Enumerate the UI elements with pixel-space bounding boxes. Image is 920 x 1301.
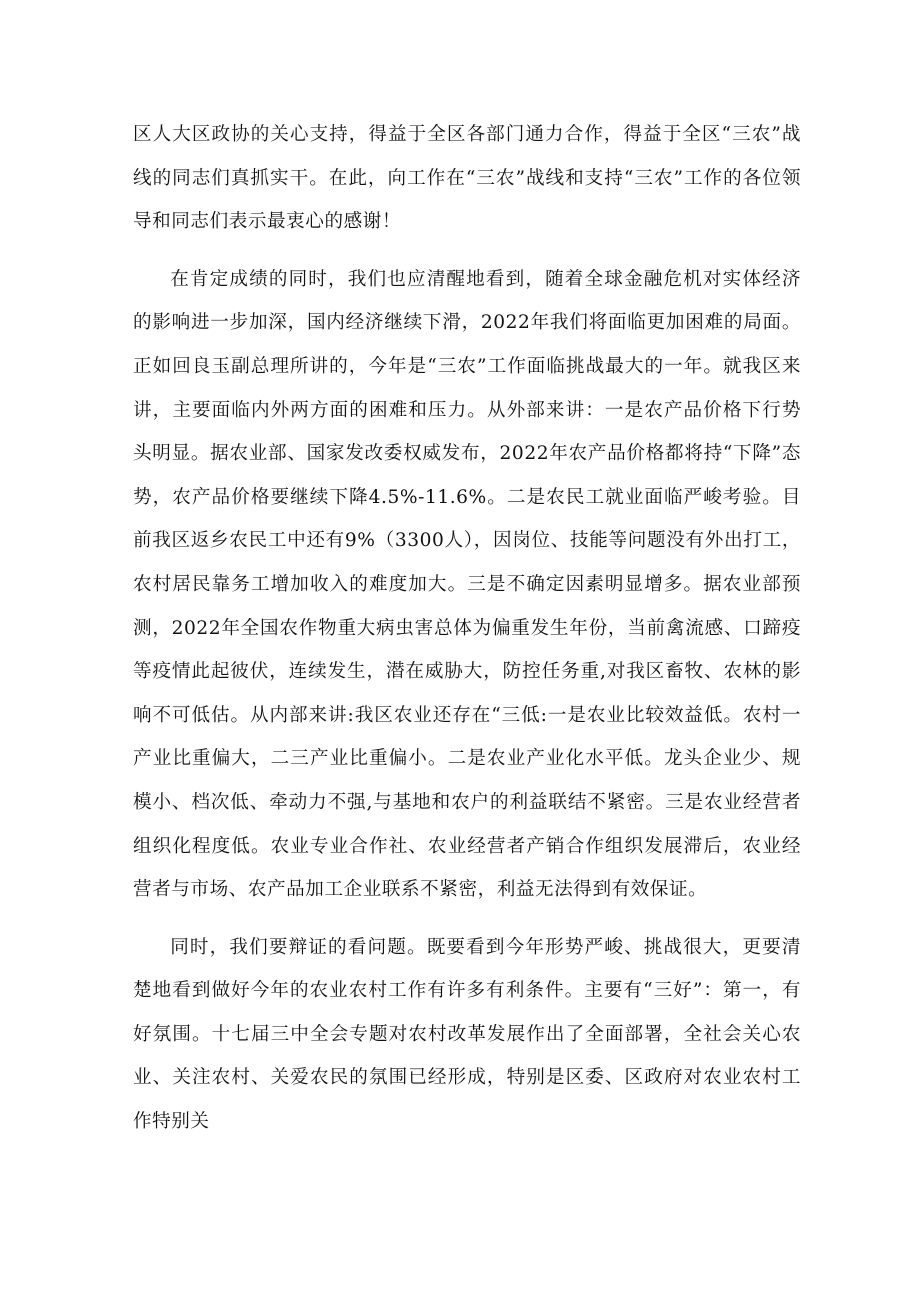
paragraph-1: 区人大区政协的关心支持，得益于全区各部门通力合作，得益于全区“三农”战线的同志们真抓实干。在此，向工作在“三农”战线和支持“三农”工作的各位领导和同志们表示最衷心的感谢！ bbox=[133, 124, 801, 233]
paragraph-3: 同时，我们要辩证的看问题。既要看到今年形势严峻、挑战很大，更要清楚地看到做好今年的农业农村工作有许多有利条件。主要有“三好”：第一，有好氛围。十七届三中全会专题对农村改革发展作出了全面部署，全社会关心农业、关注农村、关爱农民的氛围已经形成，特别是区委、区政府对农业农村工作特别关 bbox=[133, 936, 801, 1133]
document-body bbox=[133, 113, 801, 1144]
paragraph-2: 在肯定成绩的同时，我们也应清醒地看到，随着全球金融危机对实体经济的影响进一步加深，国内经济继续下滑，2022年我们将面临更加困难的局面。正如回良玉副总理所讲的，今年是“三农”工作面临挑战最大的一年。就我区来讲，主要面临内外两方面的困难和压力。从外部来讲：一是农产品价格下行势头明显。据农业部、国家发改委权威发布，2022年农产品价格都将持“下降”态势，农产品价格要继续下降4.5%-11.6%。二是农民工就业面临严峻考验。目前我区返乡农民工中还有9%（3300人），因岗位、技能等问题没有外出打工，农村居民靠务工增加收入的难度加大。三是不确定因素明显增多。据农业部预测，2022年全国农作物重大病虫害总体为偏重发生年份，当前禽流感、口蹄疫等疫情此起彼伏，连续发生，潜在威胁大，防控任务重,对我区畜牧、农林的影响不可低估。从内部来讲:我区农业还存在“三低:一是农业比较效益低。农村一产业比重偏大，二三产业比重偏小。二是农业产业化水平低。龙头企业少、规模小、档次低、牵动力不强,与基地和农户的利益联结不紧密。三是农业经营者组织化程度低。农业专业合作社、农业经营者产销合作组织发展滞后，农业经营者与市场、农产品加工企业联系不紧密，利益无法得到有效保证。 bbox=[133, 268, 801, 901]
